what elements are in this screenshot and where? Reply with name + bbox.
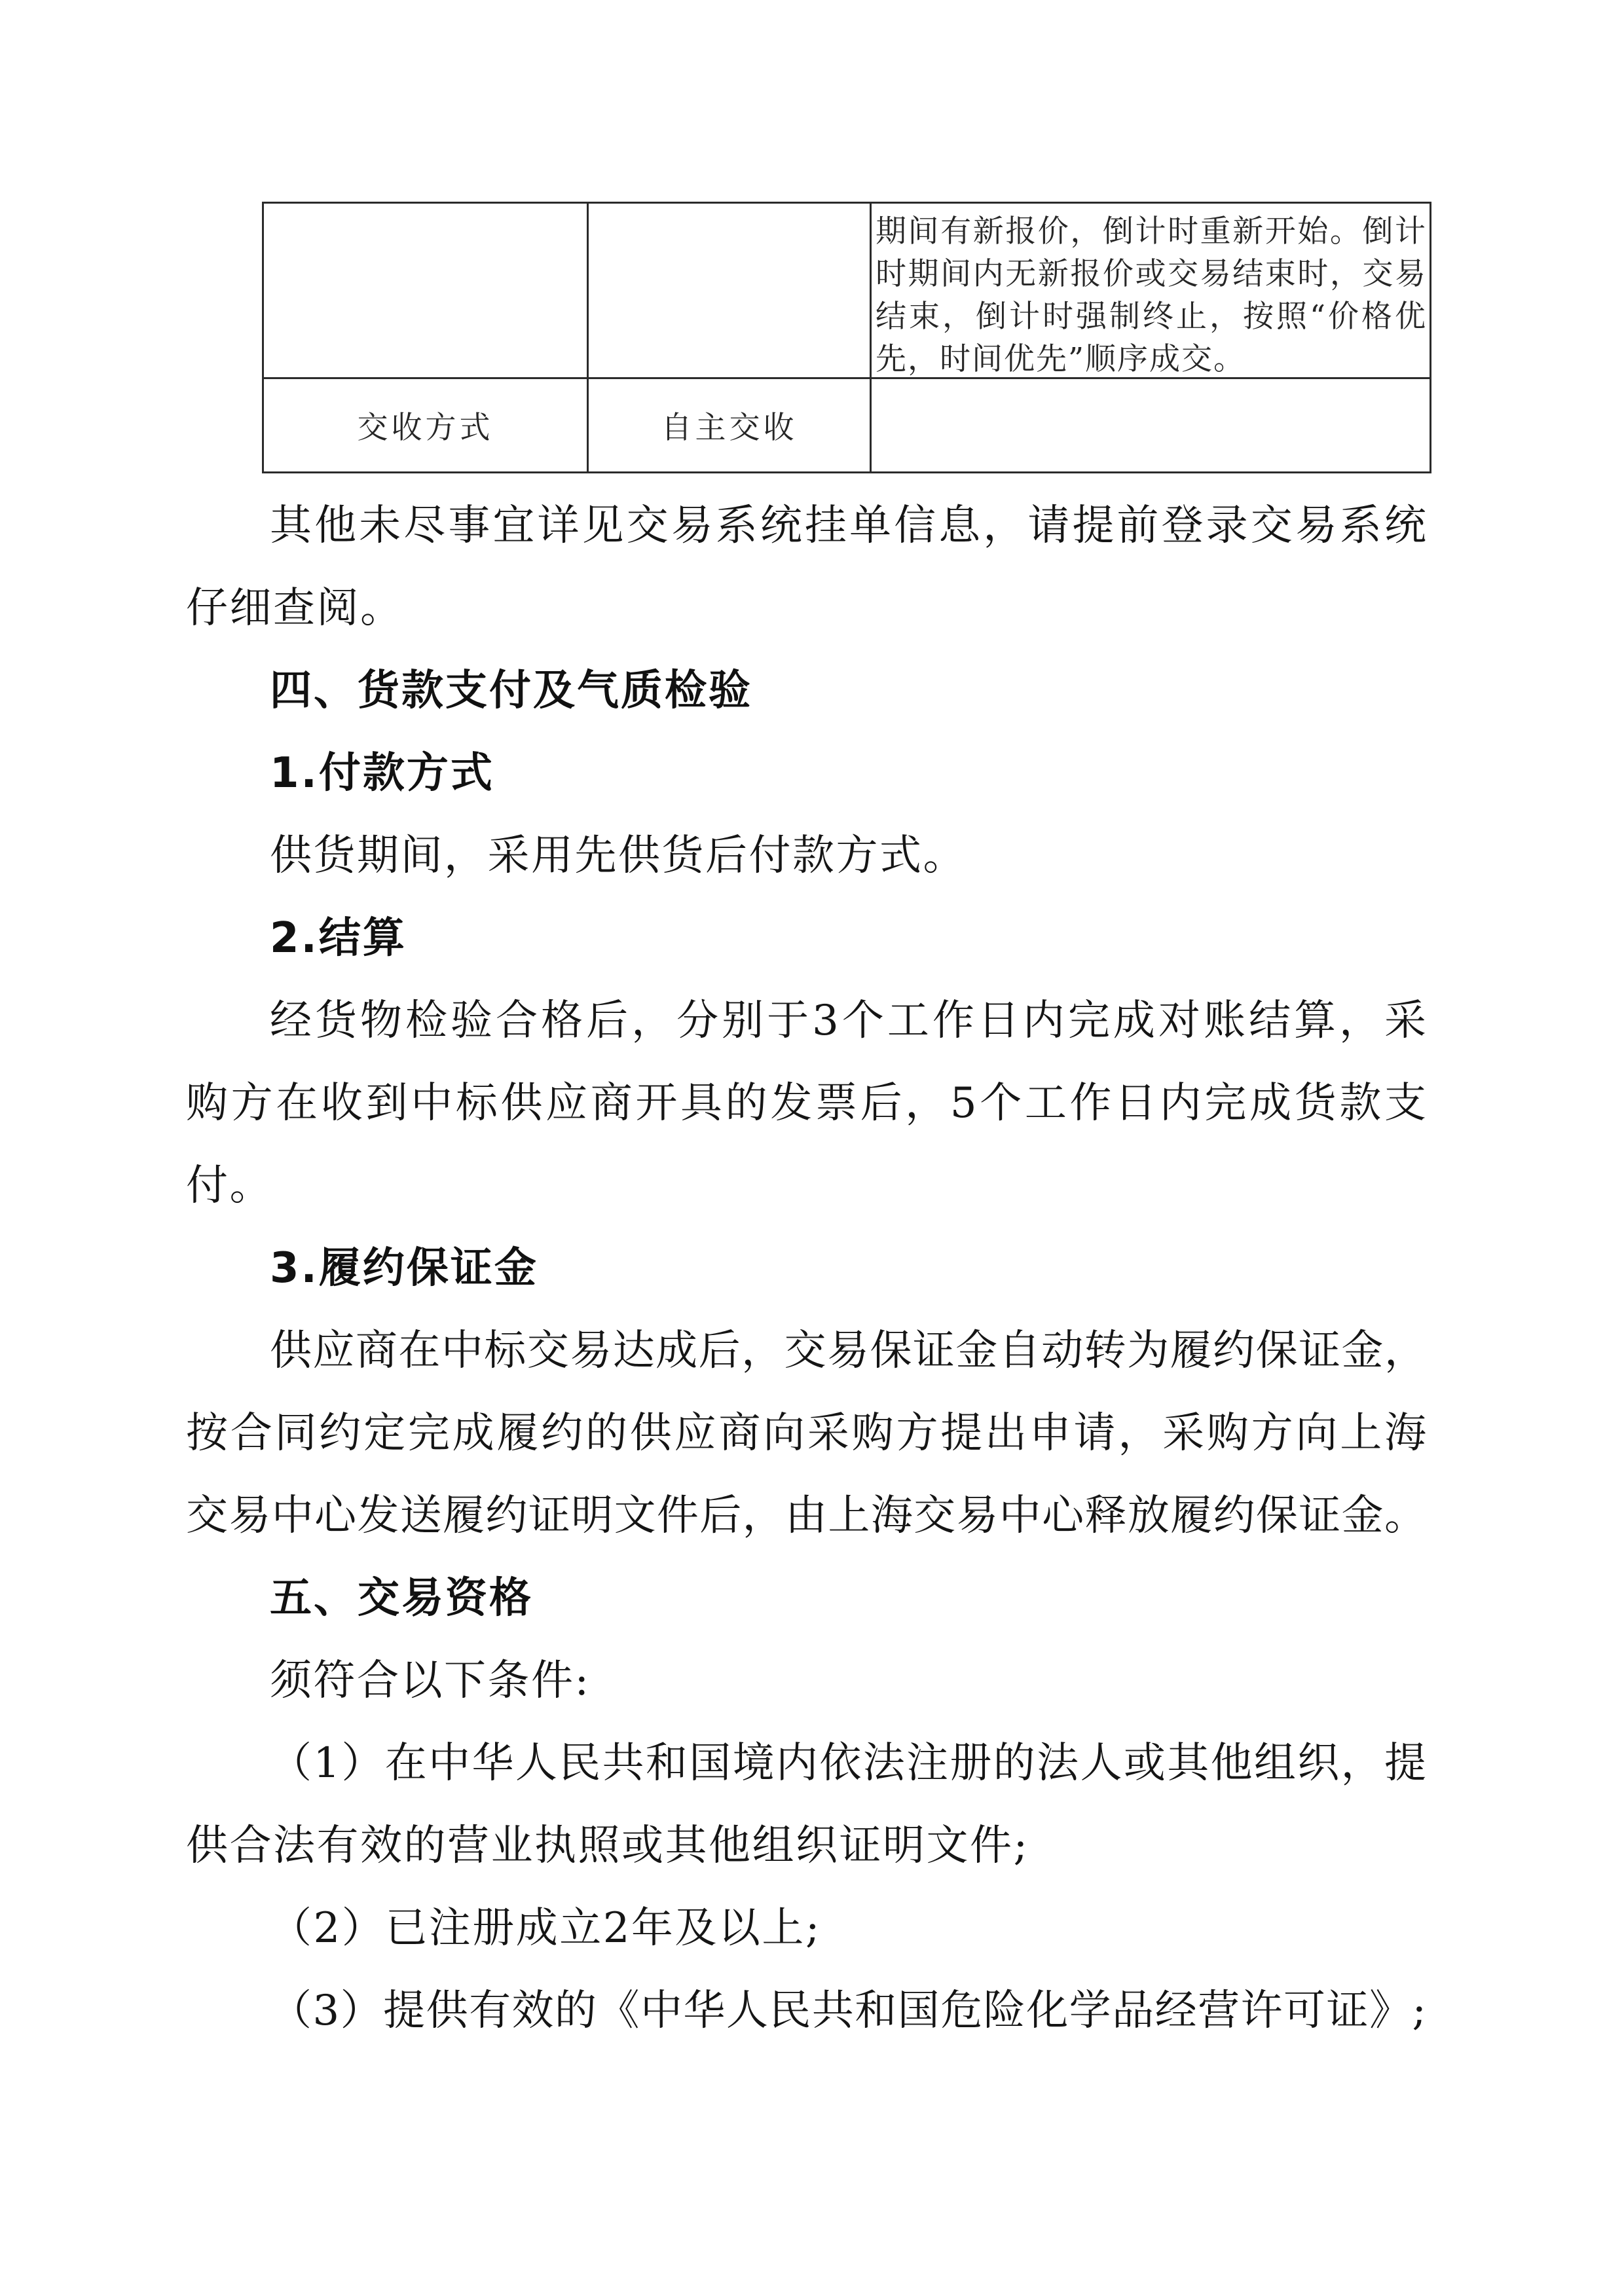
performance-bond-line: 按合同约定完成履约的供应商向采购方提出申请，采购方向上海 xyxy=(186,1409,1429,1458)
table-cell-line: 期间有新报价，倒计时重新开始。倒计 xyxy=(876,213,1428,249)
table-cell-bidding-rules xyxy=(872,204,1431,379)
subsection-heading-performance-bond: 3.履约保证金 xyxy=(270,1244,538,1293)
other-matters-line: 仔细查阅。 xyxy=(186,584,404,633)
qualification-condition-line: 供合法有效的营业执照或其他组织证明文件; xyxy=(186,1822,1029,1870)
section-heading-payment-inspection: 四、货款支付及气质检验 xyxy=(270,667,752,715)
section-heading-trading-qualification: 五、交易资格 xyxy=(270,1574,533,1623)
performance-bond-line: 交易中心发送履约证明文件后，由上海交易中心释放履约保证金。 xyxy=(186,1492,1428,1540)
table-cell-empty xyxy=(872,379,1431,473)
performance-bond-line: 供应商在中标交易达成后，交易保证金自动转为履约保证金， xyxy=(270,1327,1428,1375)
qualification-condition-line: （1）在中华人民共和国境内依法注册的法人或其他组织，提 xyxy=(270,1739,1428,1788)
subsection-heading-payment-method: 1.付款方式 xyxy=(270,749,494,798)
settlement-line: 付。 xyxy=(186,1162,273,1210)
table-cell-empty xyxy=(264,204,589,379)
qualification-intro: 须符合以下条件: xyxy=(270,1657,591,1705)
trade-terms-table xyxy=(262,202,1431,473)
table-cell-delivery-value xyxy=(589,379,872,473)
table-cell-empty xyxy=(589,204,872,379)
document-body xyxy=(186,485,1430,2052)
table-cell-line: 先，时间优先”顺序成交。 xyxy=(876,341,1246,377)
table-cell-line: 结束，倒计时强制终止，按照“价格优 xyxy=(876,299,1428,335)
table-row xyxy=(264,204,1431,379)
table-cell-delivery-label xyxy=(264,379,589,473)
table-cell-line: 时期间内无新报价或交易结束时，交易 xyxy=(876,256,1428,292)
delivery-method-label: 交收方式 xyxy=(357,410,494,446)
settlement-line: 经货物检验合格后，分别于3个工作日内完成对账结算，采 xyxy=(270,997,1430,1045)
qualification-condition-line: （3）提供有效的《中华人民共和国危险化学品经营许可证》; xyxy=(270,1987,1428,2035)
other-matters-line: 其他未尽事宜详见交易系统挂单信息，请提前登录交易系统 xyxy=(270,502,1430,550)
subsection-heading-settlement: 2.结算 xyxy=(270,914,407,963)
payment-method-line: 供货期间，采用先供货后付款方式。 xyxy=(270,832,967,880)
qualification-condition-line: （2）已注册成立2年及以上; xyxy=(270,1904,821,1953)
settlement-line: 购方在收到中标供应商开具的发票后，5个工作日内完成货款支 xyxy=(186,1079,1430,1128)
table-row xyxy=(264,379,1431,473)
delivery-method-value: 自主交收 xyxy=(661,410,798,446)
